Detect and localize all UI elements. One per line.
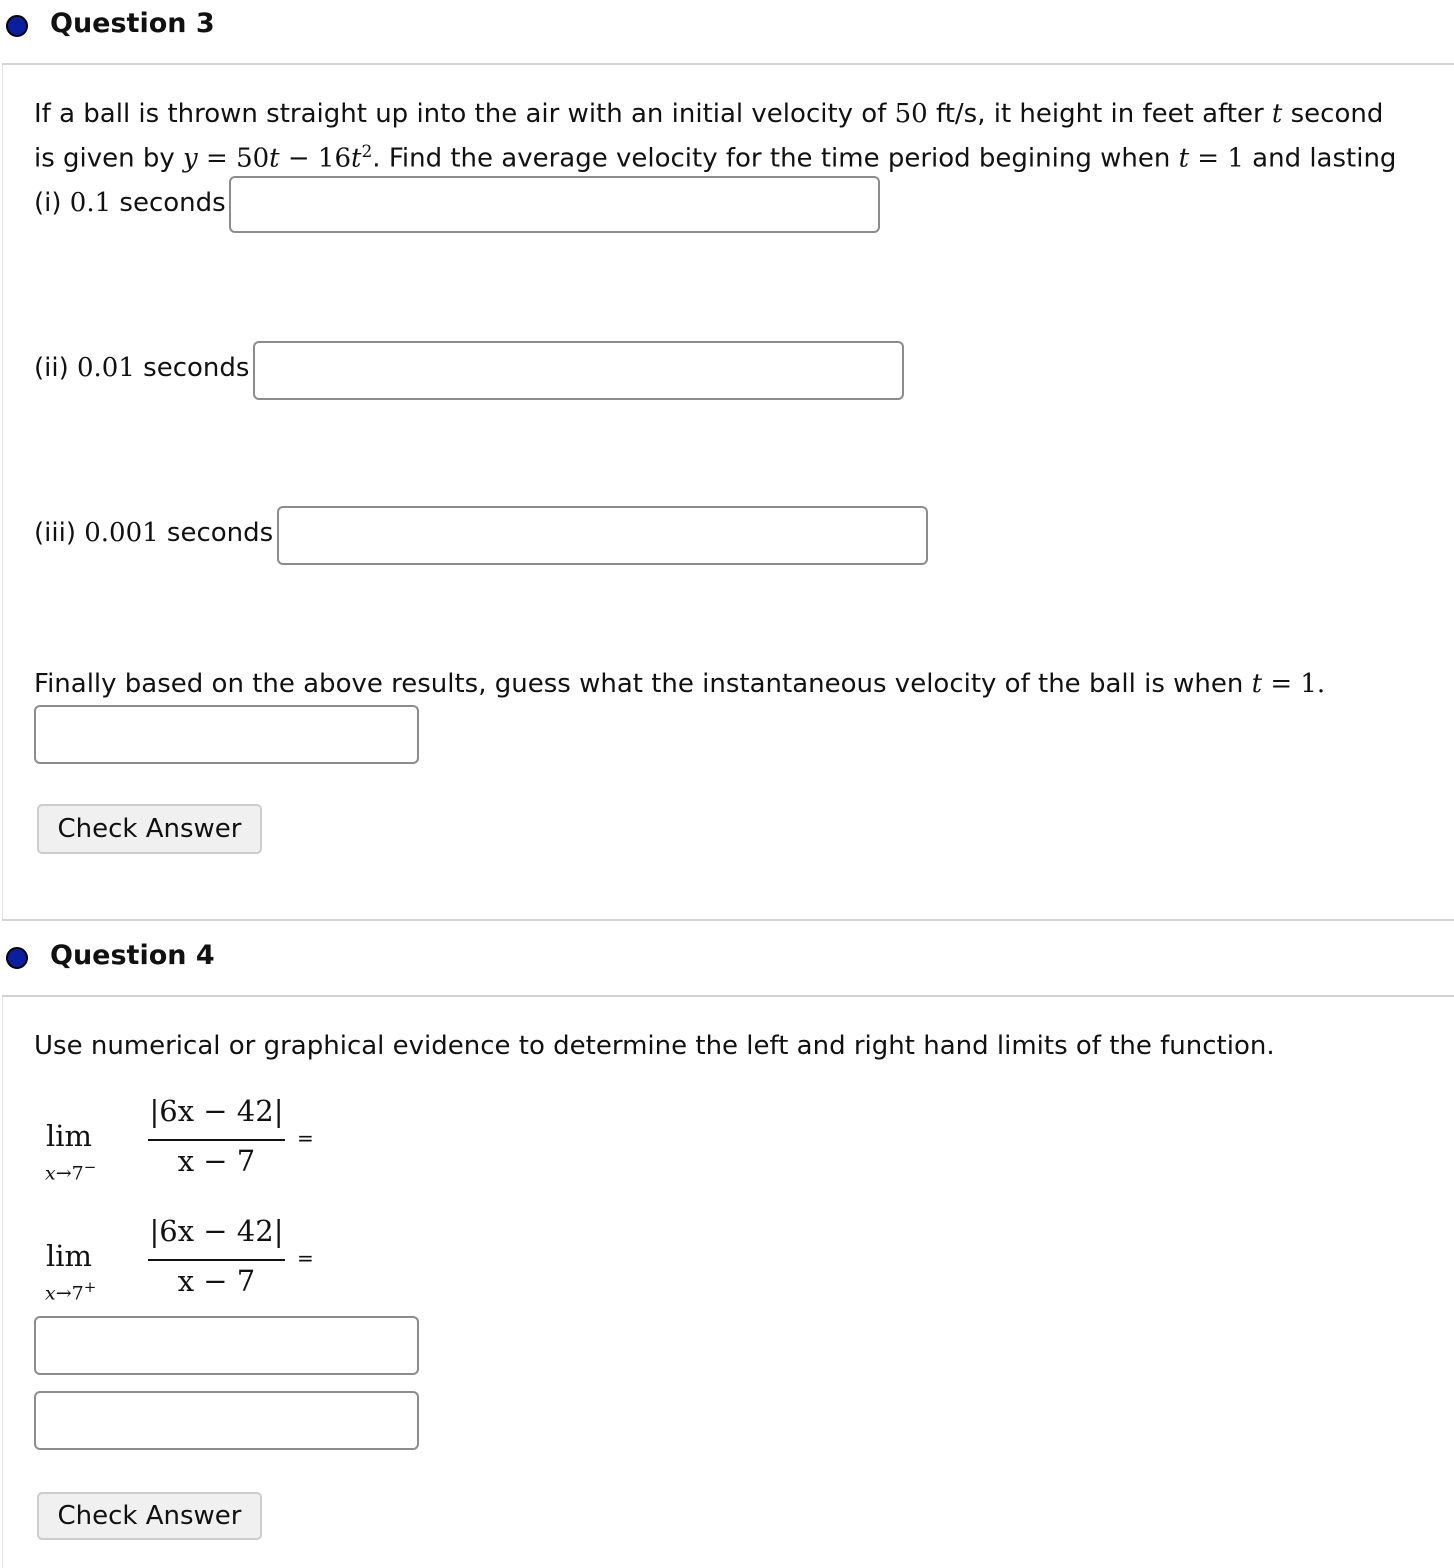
question-3-intro-line-2: is given by $y = 50t - 16t^2$. Find the average velocity for the time period begining when t = 1 and lasting — [34, 142, 1397, 174]
limit-left-numerator: |6x − 42| — [149, 1094, 284, 1128]
question-3-status-dot — [6, 15, 28, 37]
limit-left-lim: lim — [46, 1119, 93, 1153]
limit-right-denominator: x − 7 — [177, 1264, 256, 1298]
answer-input-part-i[interactable] — [229, 176, 880, 233]
part-ii-label: (ii) 0.01 seconds — [34, 353, 250, 383]
question-4-top-divider — [2, 919, 1454, 921]
limit-right-fraction-bar — [148, 1259, 285, 1261]
limit-left-fraction-bar — [148, 1139, 285, 1141]
answer-input-part-iii[interactable] — [277, 506, 928, 565]
question-3-intro-line-1: If a ball is thrown straight up into the air with an initial velocity of 50 ft/s, it height in feet after t second — [34, 99, 1384, 129]
question-3-divider — [2, 63, 1454, 65]
check-answer-button-q4[interactable]: Check Answer — [37, 1492, 262, 1540]
answer-input-part-ii[interactable] — [253, 341, 904, 400]
question-4-intro: Use numerical or graphical evidence to determine the left and right hand limits of the function. — [34, 1031, 1275, 1061]
question-4-title: Question 4 — [50, 940, 215, 971]
check-answer-button-q3[interactable]: Check Answer — [37, 804, 262, 854]
part-i-label: (i) 0.1 seconds — [34, 188, 226, 218]
limit-right-lim: lim — [46, 1239, 93, 1273]
limit-left-equals: = — [297, 1126, 314, 1150]
limit-left-subscript: x→7− — [45, 1158, 97, 1185]
question-3-left-border — [2, 65, 3, 920]
question-3-title: Question 3 — [50, 8, 215, 39]
answer-input-instantaneous-velocity[interactable] — [34, 705, 419, 764]
question-4-status-dot — [6, 947, 28, 969]
part-iii-label: (iii) 0.001 seconds — [34, 518, 274, 548]
final-question-text: Finally based on the above results, guess what the instantaneous velocity of the ball is when t = 1. — [34, 669, 1326, 699]
limit-right-subscript: x→7+ — [45, 1278, 97, 1305]
limit-left-denominator: x − 7 — [177, 1144, 256, 1178]
answer-input-left-limit[interactable] — [34, 1316, 419, 1375]
limit-right-numerator: |6x − 42| — [149, 1214, 284, 1248]
answer-input-right-limit[interactable] — [34, 1391, 419, 1450]
question-4-divider — [2, 995, 1454, 997]
question-4-left-border — [2, 997, 3, 1568]
limit-right-equals: = — [297, 1246, 314, 1270]
